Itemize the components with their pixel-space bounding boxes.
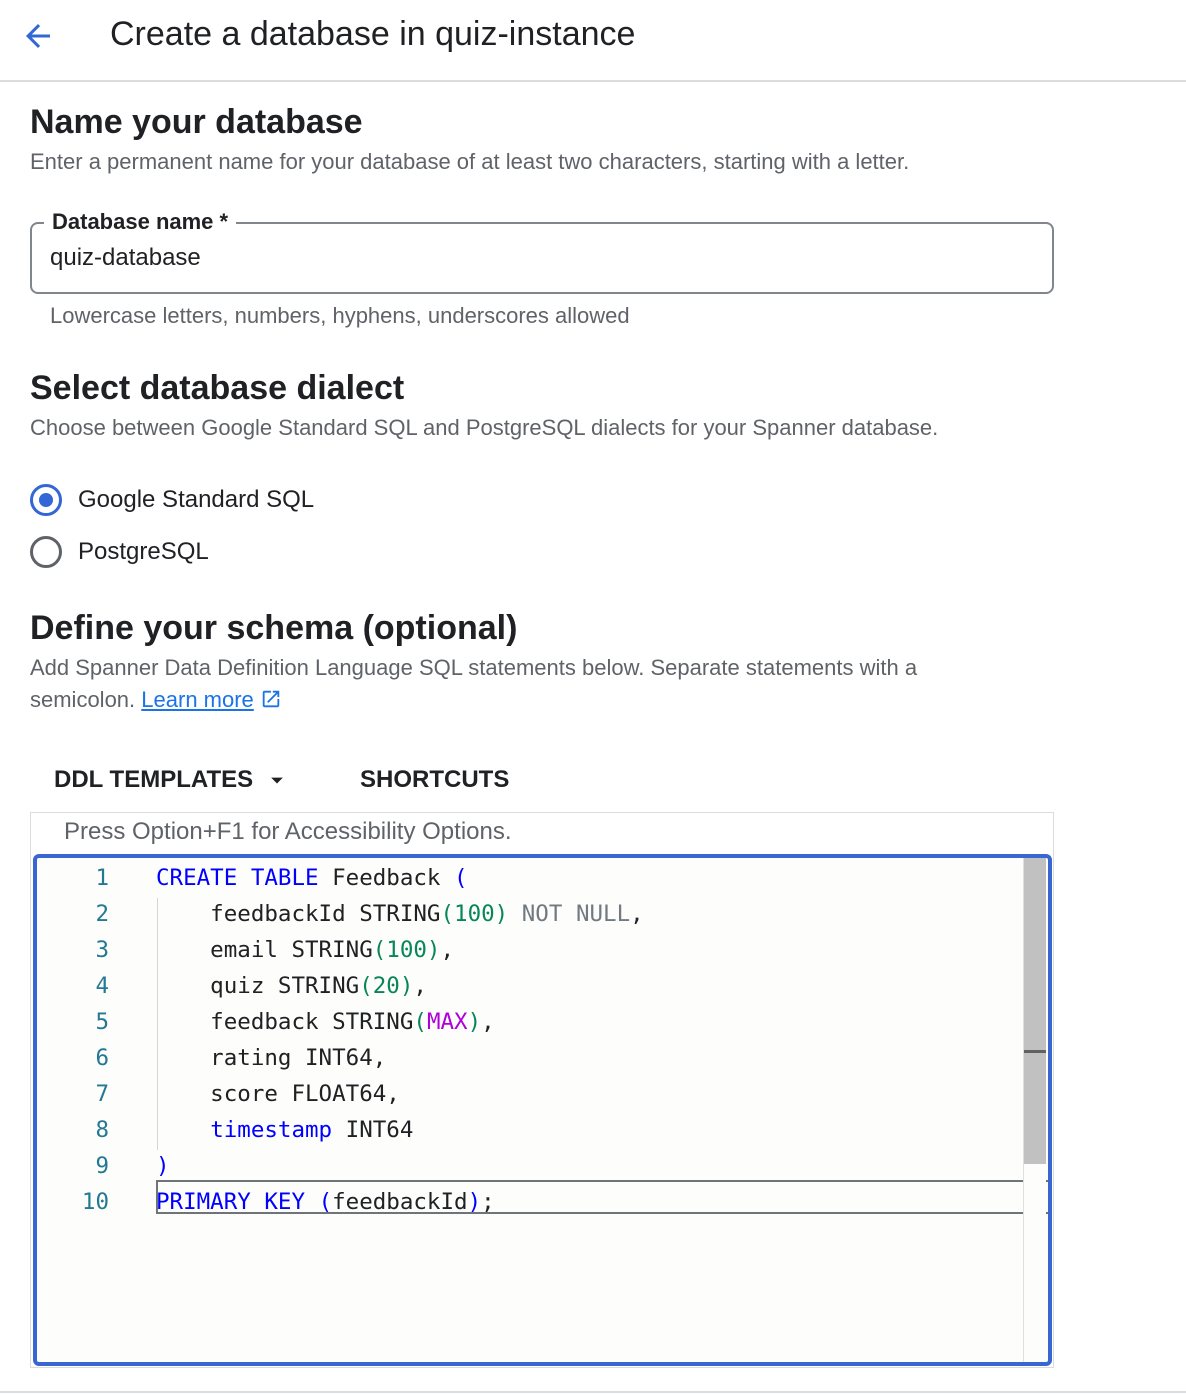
code-token: score FLOAT64, [156,1081,400,1107]
code-line[interactable] [37,1040,1017,1076]
line-number: 1 [95,865,109,891]
line-number: 3 [95,937,109,963]
code-token: ( [454,865,468,891]
database-name-field[interactable] [30,209,1054,294]
code-token: PRIMARY [156,1189,251,1215]
code-token: Feedback [318,865,455,891]
editor-scrollbar[interactable] [1023,858,1046,1366]
scrollbar-cursor-marker [1024,1050,1046,1053]
code-token: feedback STRING [156,1009,414,1035]
line-number: 7 [95,1081,109,1107]
line-number: 5 [95,1009,109,1035]
code-token: feedbackId STRING [156,901,441,927]
name-section-title: Name your database [30,103,363,141]
schema-section-description-cont [30,684,282,716]
code-line[interactable] [37,968,1017,1004]
code-text[interactable] [156,1148,170,1184]
open-in-new-icon[interactable] [260,688,282,710]
code-token: ) [467,1009,482,1035]
code-line[interactable] [37,1184,1017,1220]
code-token: ( [318,1189,333,1215]
code-line[interactable] [37,896,1017,932]
code-token: , [413,973,427,999]
code-text[interactable] [156,968,427,1004]
learn-more-link[interactable]: Learn more [141,687,254,712]
code-token [508,901,522,927]
divider [0,1391,1186,1393]
code-token: NOT NULL [521,901,631,927]
line-number: 9 [95,1153,109,1179]
dropdown-arrow-icon [263,766,291,794]
code-text[interactable] [156,860,468,896]
code-text[interactable] [156,1184,495,1220]
code-token: email STRING [156,937,373,963]
radio-label: PostgreSQL [78,538,209,565]
database-name-input[interactable] [50,238,1030,278]
ddl-templates-label: DDL TEMPLATES [54,766,254,793]
code-token: (100) [440,901,509,927]
radio-unchecked-icon[interactable] [30,536,62,568]
code-token: timestamp [210,1117,333,1143]
code-line[interactable] [37,1004,1017,1040]
radio-checked-icon[interactable] [30,484,62,516]
page-title: Create a database in quiz-instance [110,15,636,53]
shortcuts-button[interactable] [360,760,509,800]
code-token [305,1189,319,1215]
name-section-description: Enter a permanent name for your database of at least two characters, starting with a letter. [30,149,910,174]
code-token: TABLE [250,865,319,891]
code-token [156,1117,210,1143]
code-token: ) [467,1189,482,1215]
code-token: ) [156,1153,170,1179]
arrow-back-icon [20,18,56,54]
code-line[interactable] [37,1112,1017,1148]
code-line[interactable] [37,1148,1017,1184]
code-token: , [440,937,455,963]
line-number: 4 [95,973,109,999]
dialect-section-title: Select database dialect [30,369,405,407]
line-number: 2 [95,901,109,927]
database-name-helper: Lowercase letters, numbers, hyphens, underscores allowed [50,303,630,328]
code-text[interactable] [156,1112,413,1148]
code-token: ; [481,1189,495,1215]
schema-description-tail: semicolon. [30,687,136,712]
code-token: (20) [359,973,414,999]
schema-section-title: Define your schema (optional) [30,609,518,647]
code-token: , [630,901,644,927]
line-number: 10 [81,1189,109,1215]
page-header [0,0,1186,82]
schema-code-editor[interactable] [33,854,1052,1366]
code-token: rating INT64, [156,1045,387,1071]
code-text[interactable] [156,932,454,968]
code-token: feedbackId [332,1189,468,1215]
scrollbar-thumb[interactable] [1024,858,1046,1164]
code-line[interactable] [37,860,1017,896]
radio-google-standard-sql[interactable] [30,482,314,518]
code-text[interactable] [156,1076,400,1112]
shortcuts-label: SHORTCUTS [360,766,510,793]
code-line[interactable] [37,1076,1017,1112]
code-token [237,865,251,891]
database-name-label: Database name * [44,208,236,236]
code-token: KEY [264,1189,306,1215]
code-token: INT64 [332,1117,414,1143]
radio-label: Google Standard SQL [78,486,315,513]
radio-postgresql[interactable] [30,534,209,570]
code-token: quiz STRING [156,973,360,999]
ddl-templates-button[interactable] [54,760,291,800]
accessibility-hint: Press Option+F1 for Accessibility Options. [64,818,512,845]
code-token: CREATE [156,865,238,891]
code-line[interactable] [37,932,1017,968]
back-button[interactable] [14,12,62,60]
code-text[interactable] [156,896,644,932]
code-text[interactable] [156,1004,495,1040]
code-token [251,1189,265,1215]
code-token: ( [413,1009,427,1035]
line-number: 6 [95,1045,109,1071]
code-token: (100) [372,937,441,963]
schema-section-description: Add Spanner Data Definition Language SQL statements below. Separate statements with a [30,655,918,680]
code-token: MAX [426,1009,468,1035]
code-text[interactable] [156,1040,386,1076]
dialect-section-description: Choose between Google Standard SQL and PostgreSQL dialects for your Spanner database. [30,415,939,440]
line-number: 8 [95,1117,109,1143]
code-token: , [481,1009,495,1035]
